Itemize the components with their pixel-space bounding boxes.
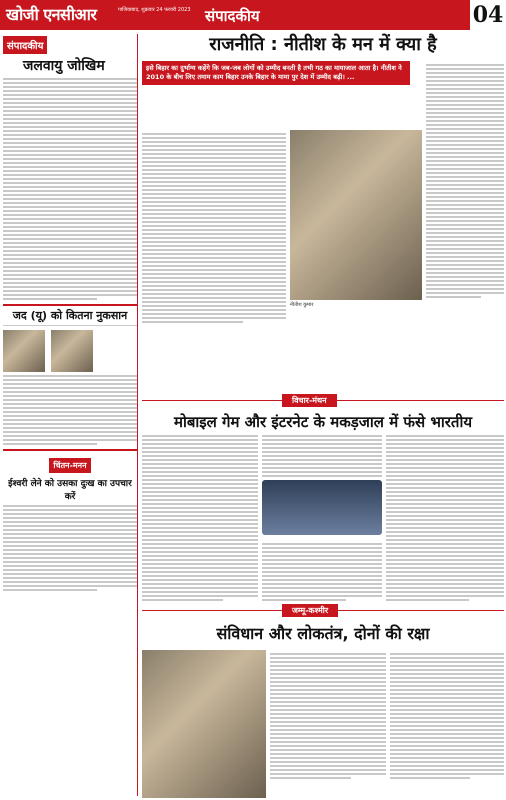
sub-headline-chintan: ईश्वरी लेने को उसका दुःख का उपचार करें — [8, 479, 132, 502]
laptop-photo — [262, 480, 382, 535]
lead-headline: राजनीति : नीतीश के मन में क्या है — [209, 34, 437, 55]
lead-col-3 — [426, 61, 504, 300]
mobile-games-headline: मोबाइल गेम और इंटरनेट के मकड़जाल में फंसे भारतीय — [173, 413, 473, 431]
page-number: 04 — [468, 0, 506, 30]
mobile-col-2 — [262, 432, 382, 479]
lead-caption: नीतीश कुमार — [290, 302, 314, 308]
photo-politician-2 — [51, 330, 93, 372]
chintan-body — [3, 505, 137, 591]
constitution-headline: संविधान और लोकतंत्र, दोनों की रक्षा — [216, 624, 430, 643]
jammu-kashmir-band — [142, 606, 504, 620]
mobile-col-1 — [142, 432, 258, 603]
politician-photos — [3, 330, 137, 372]
photo-politician-1 — [3, 330, 45, 372]
top-bar — [0, 0, 506, 30]
editorial-title: जलवायु जोखिम — [23, 58, 105, 74]
section-label: संपादकीय — [3, 36, 47, 54]
mobile-col-3 — [386, 432, 504, 603]
section-title: संपादकीय — [205, 7, 260, 25]
sub-headline-jdu: जद (यू) को कितना नुकसान — [3, 304, 137, 326]
lead-story — [142, 34, 504, 409]
left-column — [3, 34, 138, 796]
lead-photo — [290, 130, 422, 300]
dateline: गाजियाबाद, शुक्रवार 24 फरवरी 2023 — [118, 7, 191, 13]
vichar-manthan-band — [142, 396, 504, 411]
chintan-label-wrap — [3, 453, 137, 473]
jk-col-2 — [270, 650, 386, 781]
masthead: खोजी एनसीआर — [6, 5, 97, 24]
jk-col-3 — [390, 650, 504, 781]
chintan-label: चिंतन-मनन — [49, 458, 90, 473]
jdu-article-body — [3, 375, 137, 445]
jammu-kashmir-label: जम्मू-कश्मीर — [282, 604, 338, 617]
mobile-col-2b — [262, 540, 382, 603]
vichar-manthan-label: विचार-मंथन — [282, 394, 337, 407]
lead-col-1 — [142, 130, 286, 325]
leader-photo — [142, 650, 266, 798]
editorial-body — [3, 78, 137, 300]
lead-deck: इसे बिहार का दुर्भाग्य कहेंगे कि जब-जब लोगों को उम्मीद बनती है तभी गठ का मायाजाल आता है। नीतीश ने 2010 के बीच लिए तमाम काम बिहार उनके बिहार के मामा पुर देश में उम्मीद बढ़ी। ... — [142, 61, 410, 85]
